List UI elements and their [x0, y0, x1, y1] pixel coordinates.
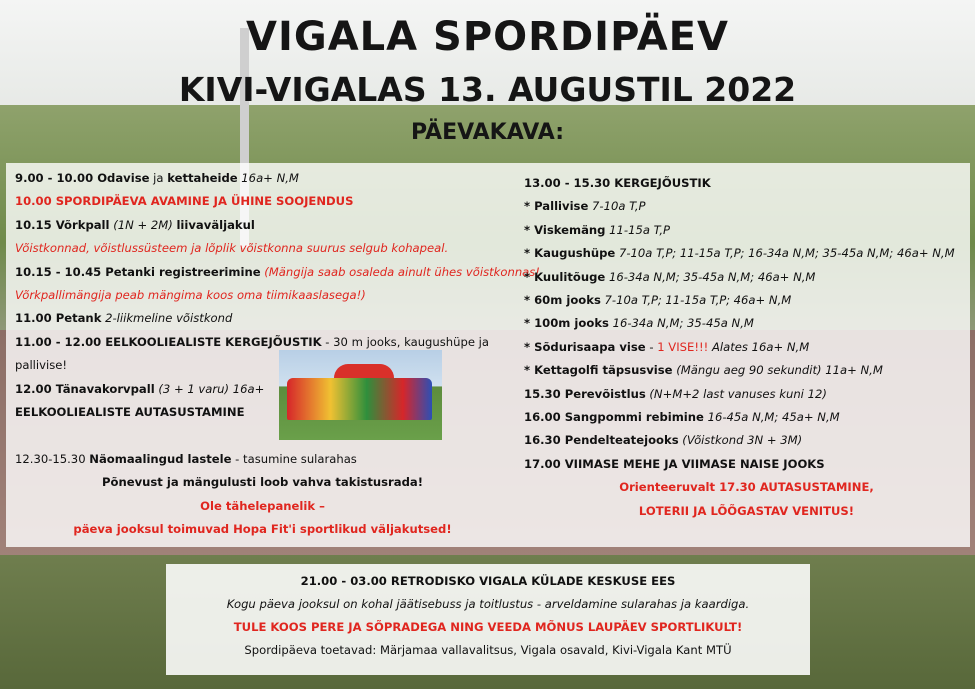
- schedule-item: [15, 214, 510, 237]
- item-title: 11.00 Petank: [15, 311, 102, 326]
- schedule-right-column: [524, 172, 969, 523]
- item-title: 9.00 - 10.00 Odavise: [15, 171, 150, 185]
- item-title: * Pallivise: [524, 199, 589, 214]
- schedule-item: [524, 383, 969, 406]
- schedule-note: Võistkonnad, võistlussüsteem ja lõplik võistkonna suurus selgub kohapeal.: [15, 241, 449, 256]
- evening-info-panel: [166, 564, 810, 675]
- item-text: - 30 m jooks, kaugushüpe ja: [321, 334, 490, 349]
- schedule-item: 13.00 - 15.30 KERGEJÕUSTIK: [524, 176, 711, 190]
- item-title: 11.00 - 12.00 EELKOOLIEALISTE KERGEJÕUSTIK: [15, 334, 322, 349]
- item-title: 16.00 Sangpommi rebimine: [524, 410, 704, 425]
- item-note: (Mängija saab osaleda ainult ühes võistkonnas!: [260, 264, 540, 279]
- bouncy-castle-photo: [279, 350, 442, 440]
- highlight-text: Orienteeruvalt 17.30 AUTASUSTAMINE,: [619, 480, 874, 495]
- schedule-item: [524, 312, 969, 335]
- schedule-note: Võrkpallimängija peab mängima koos oma tiimikaaslasega!): [15, 288, 366, 303]
- food-info: Kogu päeva jooksul on kohal jäätisebuss ja toitlustus - arveldamine sularahas ja kaardiga.: [226, 597, 750, 611]
- schedule-item: [524, 336, 969, 359]
- item-title: kettaheide: [167, 171, 238, 185]
- sponsors-text: Spordipäeva toetavad: Märjamaa vallavalitsus, Vigala osavald, Kivi-Vigala Kant MTÜ: [244, 643, 732, 657]
- inflatable-course-shape: [287, 378, 432, 420]
- item-detail: (Mängu aeg 90 sekundit) 11a+ N,M: [672, 363, 883, 378]
- disco-line: 21.00 - 03.00 RETRODISKO VIGALA KÜLADE KESKUSE EES: [300, 574, 676, 588]
- schedule-item: [524, 266, 969, 289]
- item-detail: Alates 16a+ N,M: [708, 339, 810, 354]
- item-title: 16.30 Pendelteatejooks: [524, 433, 679, 448]
- invitation-text: TULE KOOS PERE JA SÕPRADEGA NING VEEDA MÕNUS LAUPÄEV SPORTLIKULT!: [233, 620, 743, 634]
- page-title: VIGALA SPORDIPÄEV: [246, 14, 729, 60]
- item-title: * Kettagolfi täpsusvise: [524, 363, 673, 378]
- schedule-item: EELKOOLIEALISTE AUTASUSTAMINE: [15, 405, 245, 420]
- schedule-item: [524, 406, 969, 429]
- item-title: 12.00 Tänavakorvpall: [15, 381, 155, 396]
- item-detail: (3 + 1 varu) 16a+: [154, 381, 265, 396]
- schedule-item: [15, 261, 540, 284]
- schedule-item: 17.00 VIIMASE MEHE JA VIIMASE NAISE JOOKS: [524, 456, 825, 471]
- schedule-item: [524, 289, 969, 312]
- item-warning: 1 VISE!!!: [657, 339, 709, 354]
- item-title: 10.15 Võrkpall: [15, 217, 110, 232]
- item-title: * Viskemäng: [524, 222, 606, 237]
- schedule-item: [524, 219, 969, 242]
- schedule-item-continued: pallivise!: [15, 358, 68, 373]
- item-detail: 16-45a N,M; 45a+ N,M: [703, 410, 840, 425]
- item-detail: 7-10a T,P; 11-15a T,P; 46a+ N,M: [600, 293, 792, 308]
- item-text: -: [645, 339, 658, 354]
- schedule-item: [15, 448, 510, 471]
- schedule-item: [15, 307, 510, 330]
- schedule-item: 10.00 SPORDIPÄEVA AVAMINE JA ÜHINE SOOJENDUS: [15, 194, 354, 209]
- item-text: - tasumine sularahas: [231, 451, 357, 466]
- item-title: * 60m jooks: [524, 293, 601, 308]
- highlight-text: Ole tähelepanelik –: [200, 498, 325, 513]
- item-title: * Kaugushüpe: [524, 246, 616, 261]
- schedule-item: [524, 195, 969, 218]
- item-detail: (Võistkond 3N + 3M): [678, 433, 803, 448]
- agenda-heading: PÄEVAKAVA:: [410, 120, 565, 145]
- item-title: * Sõdurisaapa vise: [524, 339, 646, 354]
- item-detail: 16a+ N,M: [237, 171, 299, 185]
- item-detail: (N+M+2 last vanuses kuni 12): [645, 386, 827, 401]
- schedule-item: [524, 429, 969, 452]
- highlight-text: LOTERII JA LÕÕGASTAV VENITUS!: [638, 503, 855, 518]
- page-subtitle: KIVI-VIGALAS 13. AUGUSTIL 2022: [178, 70, 797, 109]
- item-detail: 7-10a T,P: [588, 199, 646, 214]
- item-detail: (1N + 2M): [109, 217, 177, 232]
- highlight-text: päeva jooksul toimuvad Hopa Fit'i sportlikud väljakutsed!: [73, 522, 452, 537]
- schedule-item: [524, 359, 969, 382]
- item-title: * 100m jooks: [524, 316, 609, 331]
- item-title: 10.15 - 10.45 Petanki registreerimine: [15, 264, 261, 279]
- item-title: 15.30 Perevõistlus: [524, 386, 646, 401]
- item-title: Näomaalingud lastele: [89, 451, 232, 466]
- schedule-item: [524, 242, 969, 265]
- item-text: 12.30-15.30: [15, 451, 90, 466]
- item-detail: 2-liikmeline võistkond: [101, 311, 233, 326]
- item-detail: 16-34a N,M; 35-45a N,M: [608, 316, 754, 331]
- item-text: ja: [149, 171, 168, 185]
- item-title: * Kuulitõuge: [524, 269, 606, 284]
- item-detail: 16-34a N,M; 35-45a N,M; 46a+ N,M: [605, 269, 816, 284]
- schedule-item: [15, 167, 510, 190]
- item-detail: 7-10a T,P; 11-15a T,P; 16-34a N,M; 35-45a N,M; 46a+ N,M: [615, 246, 955, 261]
- item-title: liivaväljakul: [176, 217, 255, 232]
- highlight-text: Põnevust ja mängulusti loob vahva takistusrada!: [102, 475, 423, 490]
- item-detail: 11-15a T,P: [605, 222, 671, 237]
